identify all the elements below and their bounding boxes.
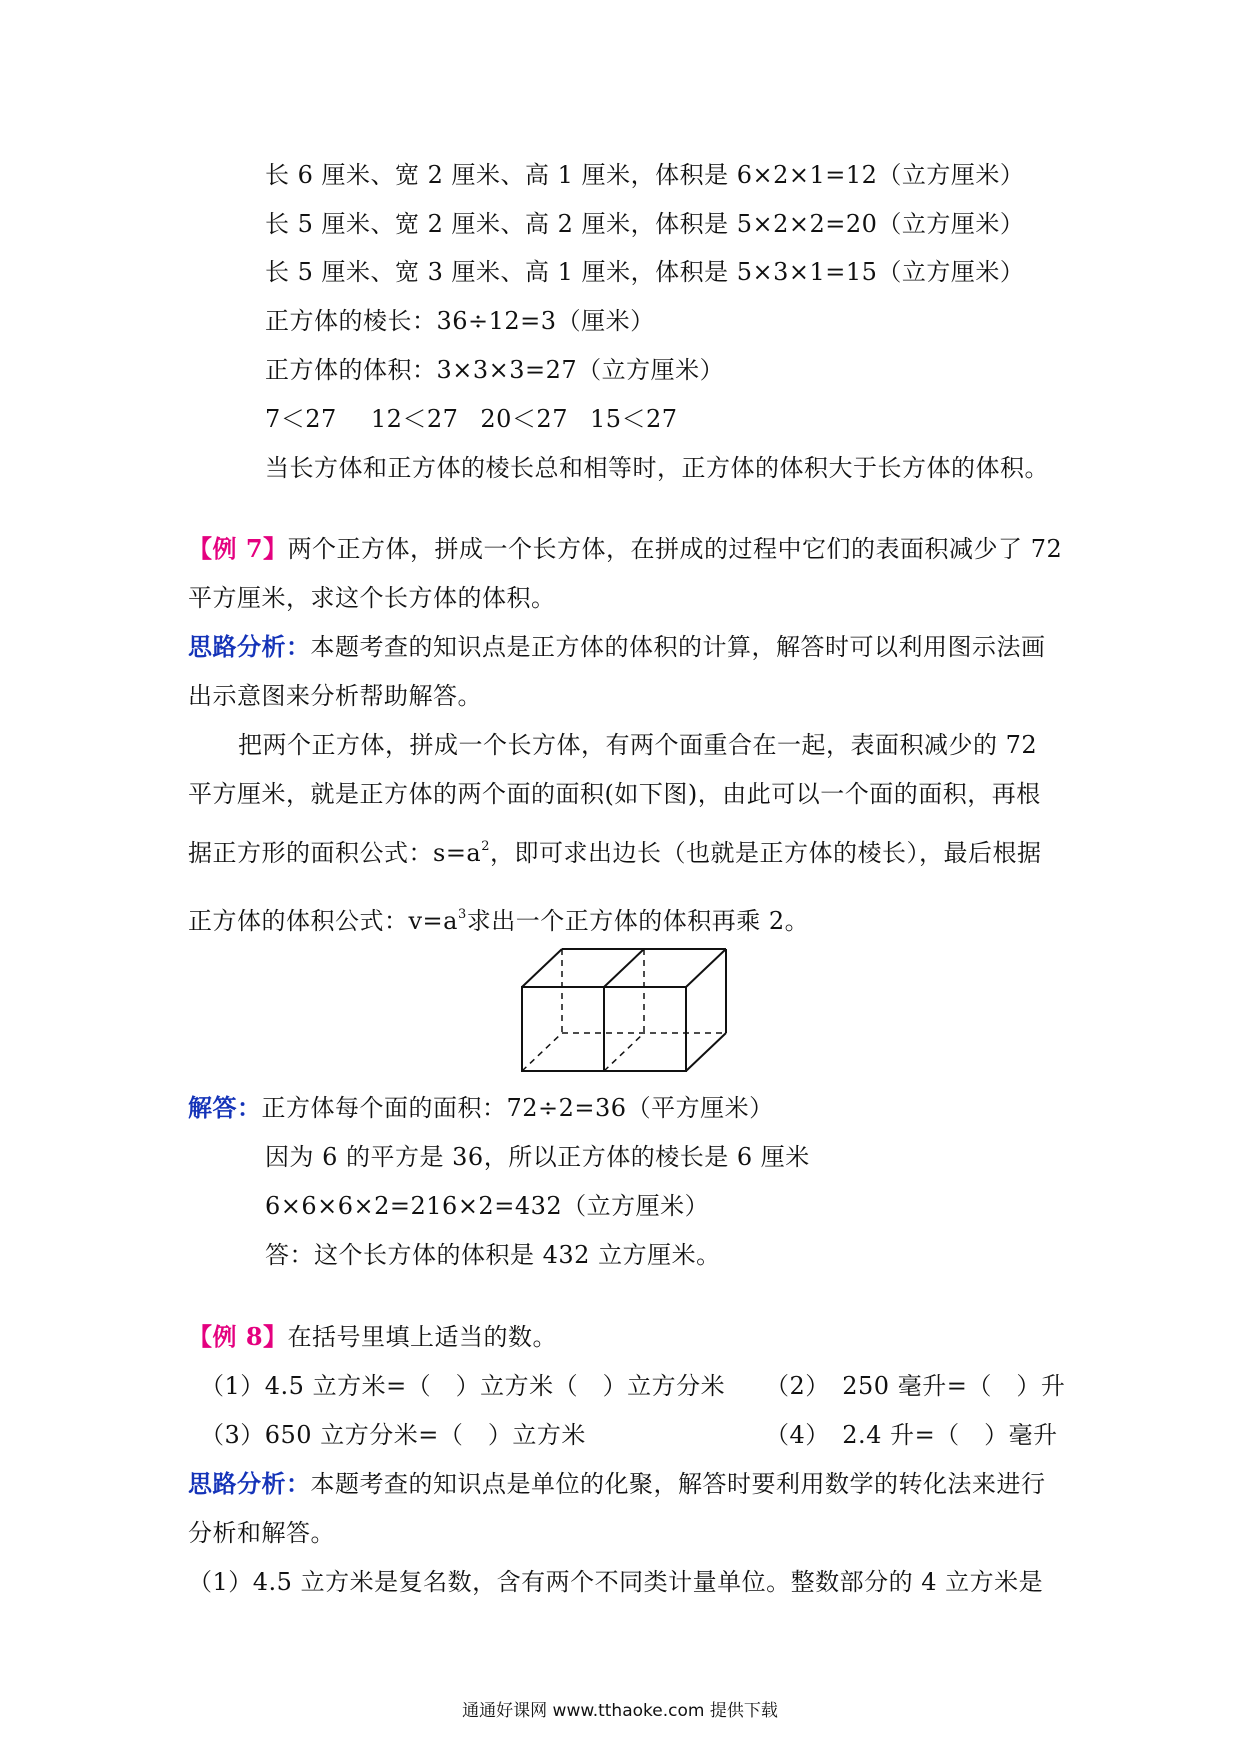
comparison-line [265, 404, 678, 434]
example8-analysis-2: 分析和解答。 [188, 1519, 335, 1547]
example7-answer-4: 答：这个长方体的体积是 432 立方厘米。 [265, 1241, 721, 1269]
calc-line-5: 正方体的体积：3×3×3=27（立方厘米） [265, 356, 725, 384]
example8-analysis-1: 本题考查的知识点是单位的化聚，解答时要利用数学的转化法来进行 [310, 1470, 1046, 1498]
example7-answer-label: 解答： [188, 1093, 262, 1122]
para-4-rest: 求出一个正方体的体积再乘 2。 [466, 907, 810, 935]
example8-question-line [188, 1322, 557, 1352]
example7-question-line-1 [188, 534, 1062, 564]
calc-line-4: 正方体的棱长：36÷12=3（厘米） [265, 307, 655, 335]
example7-question-2: 平方厘米，求这个长方体的体积。 [188, 584, 556, 612]
example8-item-4: （4） 2.4 升=（ ）毫升 [765, 1421, 1058, 1449]
example8-item-3: （3）650 立方分米=（ ）立方米 [200, 1421, 586, 1449]
example7-question-1: 两个正方体，拼成一个长方体，在拼成的过程中它们的表面积减少了 72 [287, 535, 1063, 563]
calc-line-2: 长 5 厘米、宽 2 厘米、高 2 厘米，体积是 5×2×2=20（立方厘米） [265, 210, 1025, 238]
example7-answer-1: 正方体每个面的面积：72÷2=36（平方厘米） [261, 1094, 774, 1122]
example8-label: 【例 8】 [188, 1322, 288, 1351]
conclusion: 当长方体和正方体的棱长总和相等时，正方体的体积大于长方体的体积。 [265, 454, 1049, 482]
calc-line-3: 长 5 厘米、宽 3 厘米、高 1 厘米，体积是 5×3×1=15（立方厘米） [265, 258, 1025, 286]
comparison-3: 20＜27 [480, 405, 568, 433]
example8-para-1: （1）4.5 立方米是复名数，含有两个不同类计量单位。整数部分的 4 立方米是 [188, 1568, 1044, 1596]
example8-item-1: （1）4.5 立方米=（ ）立方米（ ）立方分米 [200, 1372, 726, 1400]
example8-question: 在括号里填上适当的数。 [287, 1323, 558, 1351]
calc-line-1: 长 6 厘米、宽 2 厘米、高 1 厘米，体积是 6×2×1=12（立方厘米） [265, 161, 1025, 189]
example8-analysis-line-1 [188, 1469, 1046, 1499]
para-3-rest: ，即可求出边长（也就是正方体的棱长），最后根据 [490, 839, 1042, 867]
example7-para-2: 平方厘米，就是正方体的两个面的面积(如下图)，由此可以一个面的面积，再根 [188, 780, 1041, 808]
page-footer: 通通好课网 www.tthaoke.com 提供下载 [462, 1701, 778, 1721]
example7-analysis-line-1 [188, 632, 1046, 662]
comparison-2: 12＜27 [370, 405, 459, 433]
volume-formula-exponent: 3 [457, 907, 467, 922]
comparison-1: 7＜27 [265, 405, 337, 433]
example7-para-4 [188, 906, 809, 936]
example7-answer-3: 6×6×6×2=216×2=432（立方厘米） [265, 1192, 710, 1220]
example8-item-2: （2） 250 毫升=（ ）升 [765, 1372, 1066, 1400]
example7-analysis-1: 本题考查的知识点是正方体的体积的计算，解答时可以利用图示法画 [310, 633, 1046, 661]
area-formula-exponent: 2 [481, 839, 491, 854]
example8-analysis-label: 思路分析： [188, 1469, 311, 1498]
example7-analysis-2: 出示意图来分析帮助解答。 [188, 682, 482, 710]
comparison-4: 15＜27 [589, 405, 678, 433]
example7-para-1: 把两个正方体，拼成一个长方体，有两个面重合在一起，表面积减少的 72 [238, 731, 1038, 759]
example7-para-3 [188, 838, 1042, 868]
example7-answer-line-1 [188, 1093, 774, 1123]
volume-formula-text: 正方体的体积公式：v=a [188, 907, 458, 935]
example7-label: 【例 7】 [188, 534, 288, 563]
two-cubes-figure [520, 947, 730, 1073]
area-formula-text: 据正方形的面积公式：s=a [188, 839, 482, 867]
example7-answer-2: 因为 6 的平方是 36，所以正方体的棱长是 6 厘米 [265, 1143, 810, 1171]
example7-analysis-label: 思路分析： [188, 632, 311, 661]
